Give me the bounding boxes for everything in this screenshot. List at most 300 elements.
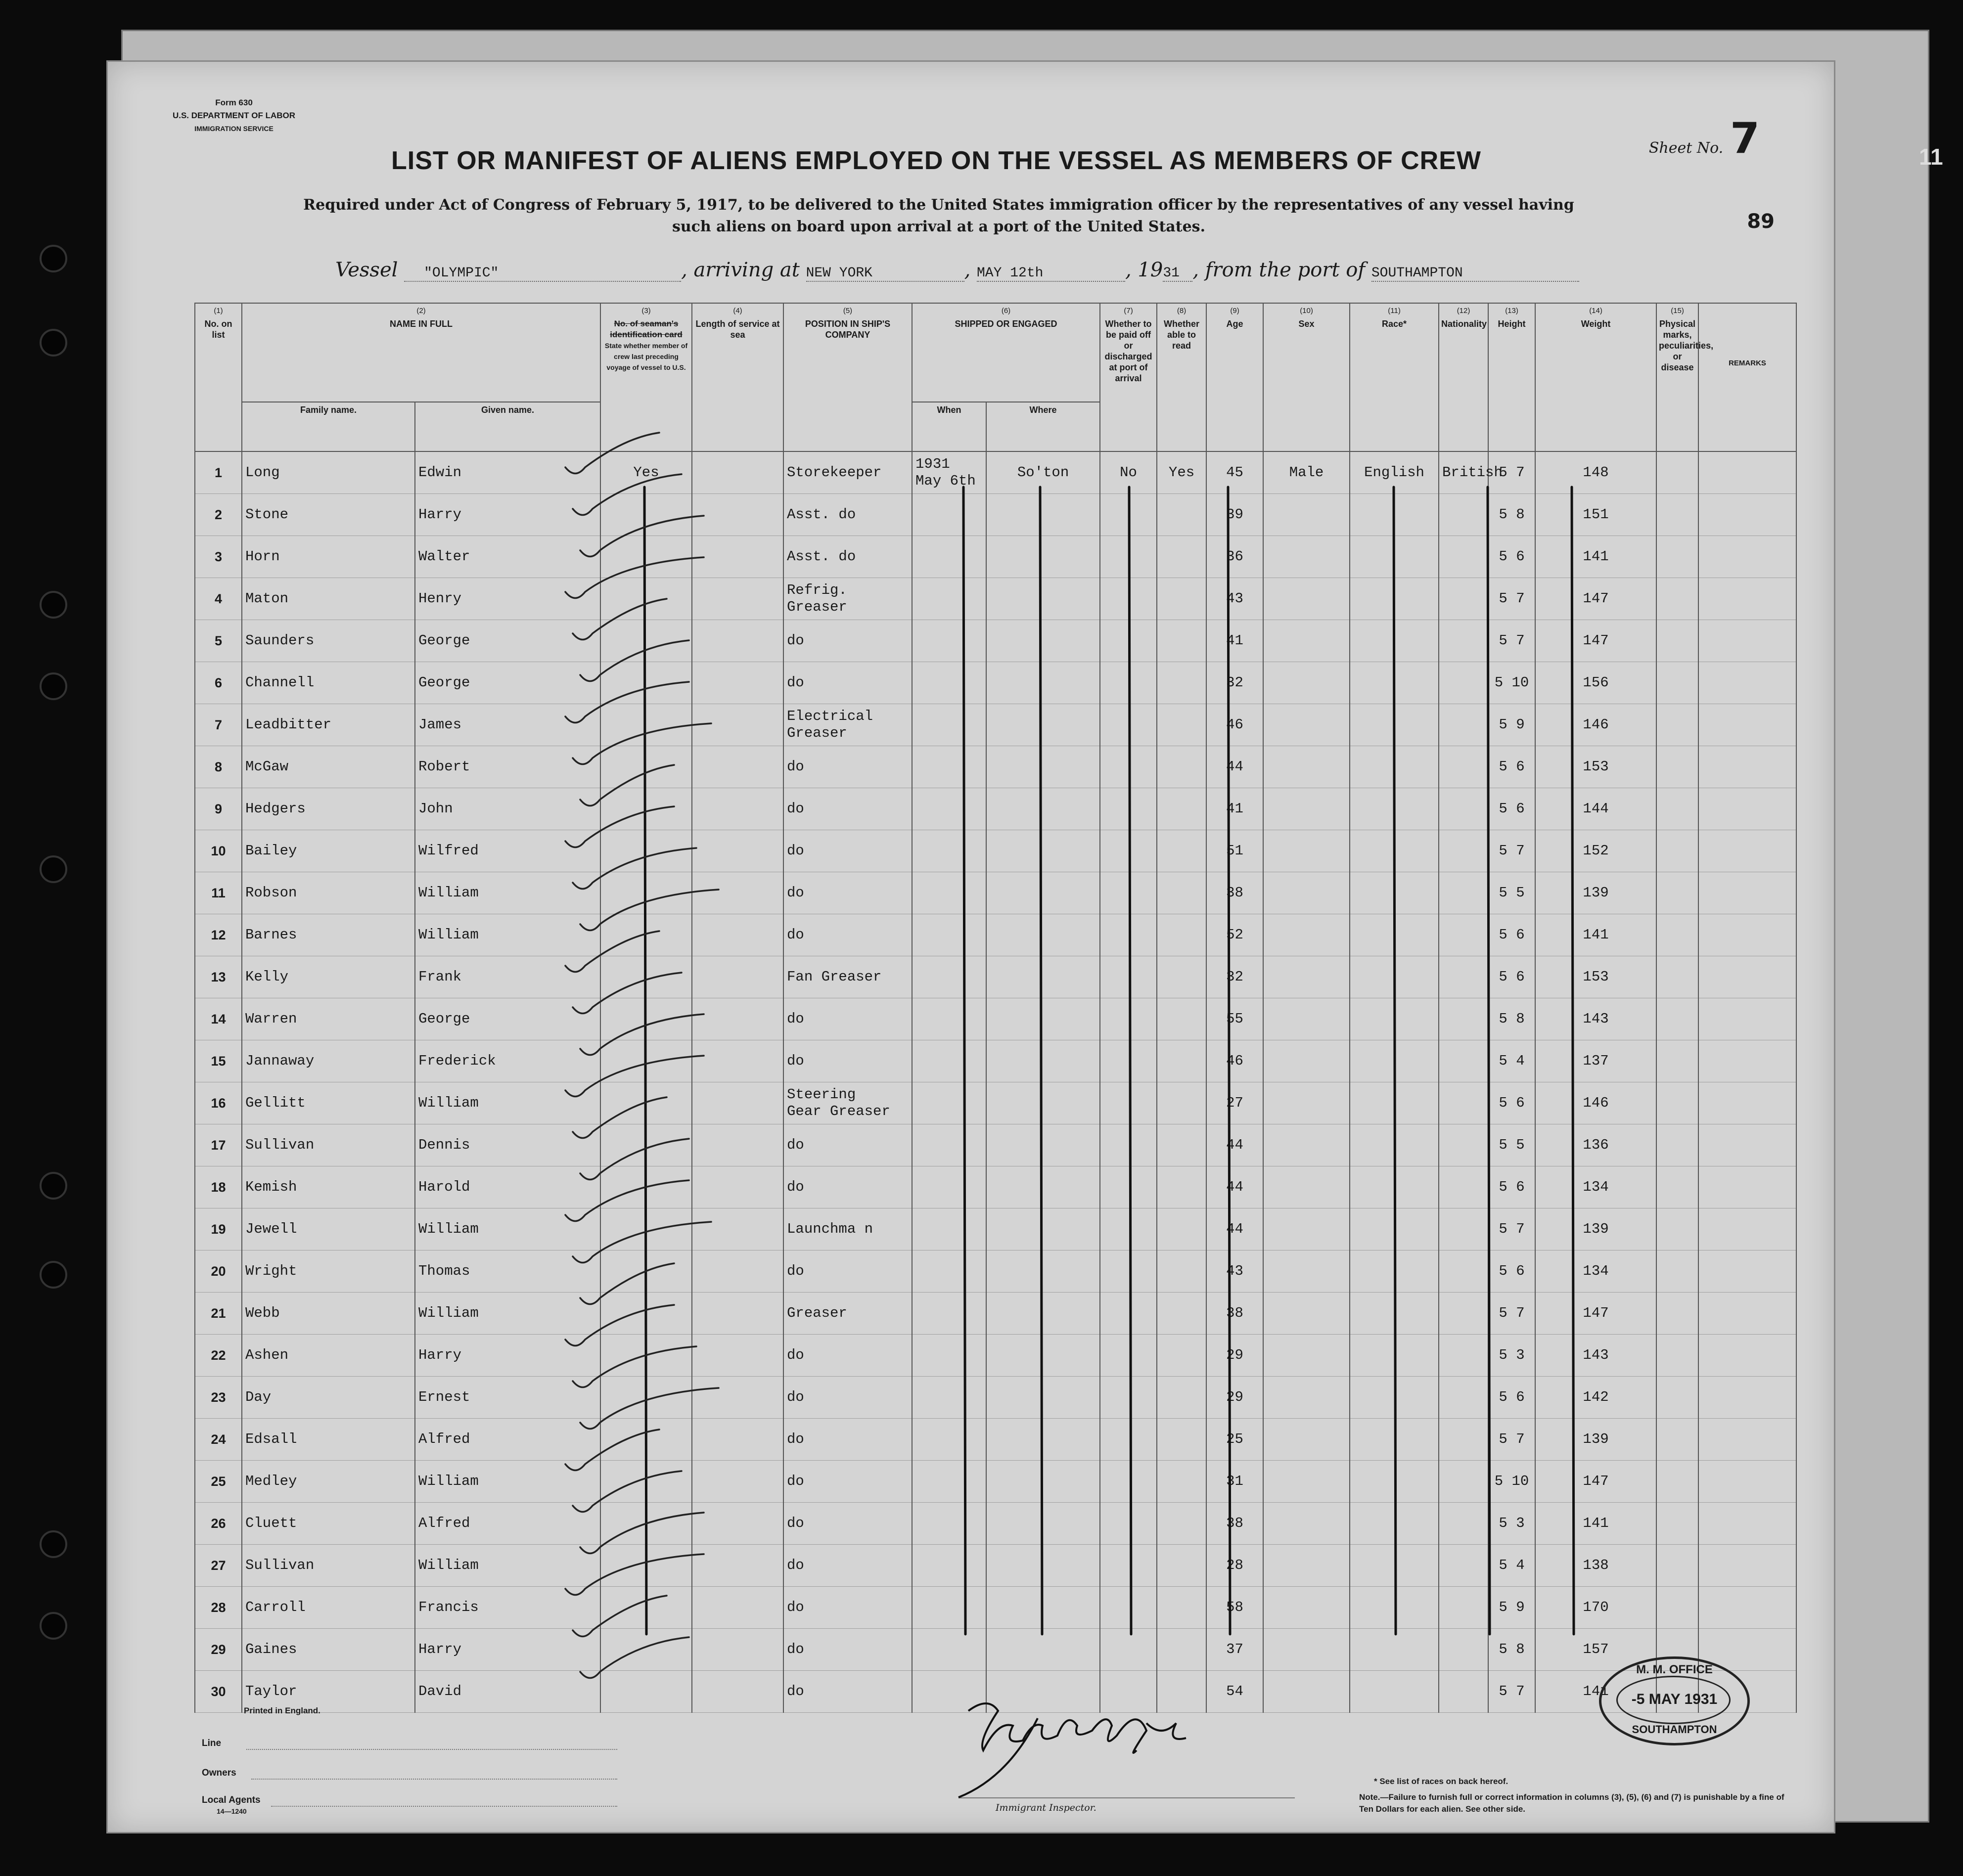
cell-when: [912, 746, 986, 788]
col-given-header: Given name.: [415, 402, 600, 451]
cell-given: Alfred: [415, 1419, 600, 1461]
cell-read: [1157, 998, 1206, 1040]
cell-service: [692, 1503, 783, 1545]
cell-race: [1350, 1419, 1439, 1461]
cell-nationality: [1439, 1335, 1488, 1377]
cell-nationality: [1439, 1461, 1488, 1503]
table-row: [195, 1461, 1796, 1503]
cell-card: [600, 956, 692, 998]
cell-sex: Male: [1263, 451, 1350, 494]
table-row: [195, 914, 1796, 956]
cell-read: [1157, 1208, 1206, 1251]
cell-race: [1350, 1503, 1439, 1545]
cell-race: [1350, 1377, 1439, 1419]
cell-sex: [1263, 1082, 1350, 1124]
cell-read: [1157, 1503, 1206, 1545]
cell-age: 54: [1206, 1671, 1263, 1713]
cell-nationality: [1439, 872, 1488, 914]
cell-where: [986, 1208, 1100, 1251]
vessel-name: "OLYMPIC": [404, 266, 681, 282]
cell-service: [692, 1419, 783, 1461]
cell-sex: [1263, 1040, 1350, 1082]
penalty-note: Note.—Failure to furnish full or correct information in columns (3), (5), (6) and (7) is punishable by a fine of Ten Dollars for each alien. See other side.: [1359, 1792, 1784, 1814]
col-no-header: (1) No. on list: [195, 303, 242, 451]
cell-sex: [1263, 1124, 1350, 1166]
cell-no: 19: [195, 1208, 242, 1251]
cell-weight: 146: [1535, 704, 1656, 746]
cell-when: [912, 1587, 986, 1629]
cell-where: [986, 1124, 1100, 1166]
cell-when: [912, 494, 986, 536]
sheet-number-block: [1649, 114, 1760, 163]
cell-no: 28: [195, 1587, 242, 1629]
cell-position: do: [783, 620, 912, 662]
cell-family: Stone: [242, 494, 415, 536]
cell-weight: 144: [1535, 788, 1656, 830]
cell-position: do: [783, 1419, 912, 1461]
cell-service: [692, 998, 783, 1040]
cell-weight: 147: [1535, 1293, 1656, 1335]
cell-marks: [1656, 1545, 1698, 1587]
cell-position: do: [783, 788, 912, 830]
cell-sex: [1263, 494, 1350, 536]
cell-no: 3: [195, 536, 242, 578]
cell-paid: [1100, 536, 1157, 578]
agents-label: Local Agents: [202, 1795, 261, 1805]
cell-age: 29: [1206, 1335, 1263, 1377]
cell-read: [1157, 1629, 1206, 1671]
cell-nationality: [1439, 1587, 1488, 1629]
cell-where: [986, 1082, 1100, 1124]
cell-given: Alfred: [415, 1503, 600, 1545]
cell-position: Storekeeper: [783, 451, 912, 494]
cell-family: Kemish: [242, 1166, 415, 1208]
cell-race: [1350, 536, 1439, 578]
cell-race: English: [1350, 451, 1439, 494]
cell-no: 29: [195, 1629, 242, 1671]
cell-weight: 138: [1535, 1545, 1656, 1587]
cell-weight: 134: [1535, 1251, 1656, 1293]
table-row: [195, 620, 1796, 662]
cell-remarks: [1698, 830, 1796, 872]
cell-weight: 151: [1535, 494, 1656, 536]
cell-nationality: [1439, 956, 1488, 998]
col-when-header: When: [912, 402, 986, 451]
cell-nationality: [1439, 914, 1488, 956]
table-row: [195, 872, 1796, 914]
cell-paid: [1100, 1293, 1157, 1335]
cell-no: 18: [195, 1166, 242, 1208]
cell-nationality: [1439, 1419, 1488, 1461]
cell-nationality: [1439, 662, 1488, 704]
cell-race: [1350, 620, 1439, 662]
binder-hole: [40, 1172, 67, 1200]
cell-when: [912, 578, 986, 620]
cell-height: 5 6: [1488, 1377, 1535, 1419]
cell-marks: [1656, 1208, 1698, 1251]
cell-family: Horn: [242, 536, 415, 578]
cell-remarks: [1698, 788, 1796, 830]
cell-where: [986, 1335, 1100, 1377]
table-row: [195, 1082, 1796, 1124]
cell-family: Taylor: [242, 1671, 415, 1713]
cell-given: George: [415, 998, 600, 1040]
crew-manifest-table: [194, 303, 1797, 1713]
cell-where: [986, 1629, 1100, 1671]
cell-height: 5 4: [1488, 1040, 1535, 1082]
cell-card: [600, 704, 692, 746]
cell-sex: [1263, 1419, 1350, 1461]
cell-no: 1: [195, 451, 242, 494]
col-paid-header: (7) Whether to be paid off or discharged at port of arrival: [1100, 303, 1157, 451]
cell-service: [692, 1082, 783, 1124]
cell-service: [692, 1040, 783, 1082]
cell-weight: 134: [1535, 1166, 1656, 1208]
cell-race: [1350, 914, 1439, 956]
cell-family: Webb: [242, 1293, 415, 1335]
sheet-label: Sheet No.: [1648, 139, 1724, 157]
cell-race: [1350, 1293, 1439, 1335]
table-row: [195, 830, 1796, 872]
cell-service: [692, 1377, 783, 1419]
cell-height: 5 9: [1488, 704, 1535, 746]
cell-age: 41: [1206, 788, 1263, 830]
cell-weight: 147: [1535, 1461, 1656, 1503]
cell-nationality: [1439, 1082, 1488, 1124]
cell-marks: [1656, 494, 1698, 536]
cell-weight: 156: [1535, 662, 1656, 704]
races-note: * See list of races on back hereof.: [1374, 1777, 1508, 1786]
agents-field[interactable]: [271, 1806, 617, 1807]
cell-age: 45: [1206, 451, 1263, 494]
cell-height: 5 6: [1488, 914, 1535, 956]
cell-race: [1350, 662, 1439, 704]
cell-read: [1157, 1040, 1206, 1082]
cell-given: William: [415, 1293, 600, 1335]
cell-paid: [1100, 1503, 1157, 1545]
cell-age: 31: [1206, 1461, 1263, 1503]
cell-paid: [1100, 956, 1157, 998]
cell-read: [1157, 1251, 1206, 1293]
cell-age: 43: [1206, 1251, 1263, 1293]
cell-paid: [1100, 1208, 1157, 1251]
cell-where: So'ton: [986, 451, 1100, 494]
arriving-label: , arriving at: [681, 259, 800, 281]
cell-service: [692, 662, 783, 704]
cell-nationality: [1439, 1503, 1488, 1545]
cell-service: [692, 1166, 783, 1208]
cell-sex: [1263, 1377, 1350, 1419]
cell-no: 14: [195, 998, 242, 1040]
cell-paid: [1100, 1082, 1157, 1124]
cell-height: 5 5: [1488, 872, 1535, 914]
cell-sex: [1263, 1166, 1350, 1208]
cell-read: [1157, 620, 1206, 662]
cell-family: Ashen: [242, 1335, 415, 1377]
cell-given: Harry: [415, 1629, 600, 1671]
cell-card: [600, 1082, 692, 1124]
col-sex-header: (10) Sex: [1263, 303, 1350, 451]
cell-card: [600, 914, 692, 956]
cell-age: 39: [1206, 494, 1263, 536]
cell-nationality: [1439, 1040, 1488, 1082]
cell-age: 25: [1206, 1419, 1263, 1461]
table-row: [195, 998, 1796, 1040]
cell-when: [912, 830, 986, 872]
cell-service: [692, 956, 783, 998]
cell-given: Frederick: [415, 1040, 600, 1082]
table-row: [195, 1629, 1796, 1671]
cell-weight: 141: [1535, 914, 1656, 956]
cell-position: do: [783, 914, 912, 956]
cell-nationality: [1439, 830, 1488, 872]
cell-no: 20: [195, 1251, 242, 1293]
cell-marks: [1656, 1293, 1698, 1335]
cell-height: 5 7: [1488, 830, 1535, 872]
cell-when: [912, 1335, 986, 1377]
cell-read: [1157, 1293, 1206, 1335]
cell-no: 24: [195, 1419, 242, 1461]
cell-position: Asst. do: [783, 536, 912, 578]
cell-sex: [1263, 914, 1350, 956]
cell-no: 22: [195, 1335, 242, 1377]
cell-remarks: [1698, 1335, 1796, 1377]
cell-remarks: [1698, 1040, 1796, 1082]
cell-race: [1350, 998, 1439, 1040]
cell-weight: 141: [1535, 536, 1656, 578]
cell-sex: [1263, 704, 1350, 746]
cell-no: 2: [195, 494, 242, 536]
cell-given: Henry: [415, 578, 600, 620]
owners-field[interactable]: [251, 1779, 617, 1780]
cell-where: [986, 1671, 1100, 1713]
table-row: [195, 1545, 1796, 1587]
cell-read: [1157, 914, 1206, 956]
binder-hole: [40, 855, 67, 883]
cell-where: [986, 1377, 1100, 1419]
cell-card: [600, 494, 692, 536]
col-family-header: Family name.: [242, 402, 415, 451]
col-shipped-header: (6) SHIPPED OR ENGAGED: [912, 303, 1100, 402]
cell-when: [912, 1251, 986, 1293]
cell-no: 30: [195, 1671, 242, 1713]
cell-family: Jannaway: [242, 1040, 415, 1082]
vessel-label: Vessel: [335, 259, 398, 281]
inspector-signature: [959, 1703, 1186, 1797]
cell-card: [600, 1335, 692, 1377]
cell-when: [912, 1377, 986, 1419]
table-row: [195, 1671, 1796, 1713]
cell-read: [1157, 872, 1206, 914]
cell-paid: [1100, 1251, 1157, 1293]
cell-family: Saunders: [242, 620, 415, 662]
cell-given: William: [415, 914, 600, 956]
edge-number: 11: [1919, 144, 1943, 170]
form-header: [160, 96, 308, 135]
cell-position: do: [783, 662, 912, 704]
cell-sex: [1263, 1671, 1350, 1713]
cell-read: [1157, 1166, 1206, 1208]
cell-family: Sullivan: [242, 1545, 415, 1587]
cell-paid: [1100, 1335, 1157, 1377]
cell-position: do: [783, 1124, 912, 1166]
table-row: [195, 1166, 1796, 1208]
cell-paid: [1100, 1419, 1157, 1461]
cell-paid: [1100, 494, 1157, 536]
cell-paid: [1100, 662, 1157, 704]
cell-no: 17: [195, 1124, 242, 1166]
cell-position: do: [783, 1545, 912, 1587]
cell-where: [986, 788, 1100, 830]
cell-marks: [1656, 1335, 1698, 1377]
cell-nationality: [1439, 1166, 1488, 1208]
cell-where: [986, 704, 1100, 746]
cell-age: 29: [1206, 1377, 1263, 1419]
cell-position: do: [783, 872, 912, 914]
cell-card: [600, 1377, 692, 1419]
cell-height: 5 3: [1488, 1335, 1535, 1377]
cell-when: [912, 1208, 986, 1251]
cell-position: do: [783, 746, 912, 788]
table-row: [195, 451, 1796, 494]
cell-remarks: [1698, 1503, 1796, 1545]
cell-sex: [1263, 1208, 1350, 1251]
cell-marks: [1656, 1587, 1698, 1629]
cell-weight: 146: [1535, 1082, 1656, 1124]
line-field[interactable]: [246, 1749, 617, 1750]
cell-given: William: [415, 1461, 600, 1503]
form-number: Form 630: [215, 98, 253, 107]
table-row: [195, 494, 1796, 536]
cell-remarks: [1698, 578, 1796, 620]
cell-given: Edwin: [415, 451, 600, 494]
cell-where: [986, 746, 1100, 788]
cell-nationality: [1439, 1124, 1488, 1166]
cell-nationality: [1439, 1377, 1488, 1419]
cell-height: 5 6: [1488, 1082, 1535, 1124]
cell-race: [1350, 704, 1439, 746]
cell-age: 27: [1206, 1082, 1263, 1124]
col-service-header: (4) Length of service at sea: [692, 303, 783, 451]
cell-remarks: [1698, 914, 1796, 956]
cell-height: 5 7: [1488, 451, 1535, 494]
owners-label: Owners: [202, 1768, 236, 1778]
table-row: [195, 1503, 1796, 1545]
cell-card: [600, 1503, 692, 1545]
requirement-text: Required under Act of Congress of February 5, 1917, to be delivered to the United States immigration officer by the representatives of any vessel having such aliens on board upon arrival at a port of the United States.: [303, 196, 1574, 235]
cell-read: [1157, 1377, 1206, 1419]
cell-service: [692, 914, 783, 956]
cell-paid: [1100, 620, 1157, 662]
cell-when: [912, 662, 986, 704]
cell-marks: [1656, 662, 1698, 704]
cell-age: 38: [1206, 1503, 1263, 1545]
cell-no: 7: [195, 704, 242, 746]
cell-where: [986, 662, 1100, 704]
cell-paid: [1100, 1629, 1157, 1671]
cell-when: [912, 998, 986, 1040]
cell-marks: [1656, 1166, 1698, 1208]
col-nationality-header: (12) Nationality: [1439, 303, 1488, 451]
form-code: 14—1240: [217, 1807, 247, 1815]
cell-weight: 143: [1535, 998, 1656, 1040]
cell-no: 25: [195, 1461, 242, 1503]
cell-age: 51: [1206, 830, 1263, 872]
cell-paid: [1100, 1040, 1157, 1082]
cell-age: 44: [1206, 1124, 1263, 1166]
cell-weight: 153: [1535, 746, 1656, 788]
cell-service: [692, 746, 783, 788]
cell-remarks: [1698, 451, 1796, 494]
cell-card: [600, 1208, 692, 1251]
cell-where: [986, 1040, 1100, 1082]
vessel-line: Vessel "OLYMPIC" , arriving at NEW YORK , MAY 12th , 1931 , from the port of SOUTHAMPTON: [335, 259, 1770, 282]
cell-no: 5: [195, 620, 242, 662]
cell-height: 5 10: [1488, 662, 1535, 704]
cell-nationality: [1439, 1629, 1488, 1671]
cell-read: [1157, 1419, 1206, 1461]
cell-card: [600, 1545, 692, 1587]
cell-remarks: [1698, 494, 1796, 536]
cell-card: [600, 1124, 692, 1166]
cell-race: [1350, 1671, 1439, 1713]
cell-height: 5 9: [1488, 1587, 1535, 1629]
cell-marks: [1656, 1082, 1698, 1124]
cell-where: [986, 578, 1100, 620]
cell-card: [600, 1040, 692, 1082]
cell-service: [692, 788, 783, 830]
cell-race: [1350, 1335, 1439, 1377]
cell-race: [1350, 1461, 1439, 1503]
cell-nationality: [1439, 620, 1488, 662]
cell-paid: [1100, 1545, 1157, 1587]
cell-position: do: [783, 1629, 912, 1671]
cell-height: 5 6: [1488, 746, 1535, 788]
cell-where: [986, 1461, 1100, 1503]
cell-when: [912, 1503, 986, 1545]
cell-read: [1157, 704, 1206, 746]
cell-height: 5 8: [1488, 998, 1535, 1040]
cell-height: 5 6: [1488, 1166, 1535, 1208]
cell-position: do: [783, 1503, 912, 1545]
cell-no: 6: [195, 662, 242, 704]
cell-when: [912, 914, 986, 956]
table-row: [195, 1335, 1796, 1377]
cell-sex: [1263, 1587, 1350, 1629]
cell-race: [1350, 494, 1439, 536]
cell-card: [600, 1166, 692, 1208]
cell-no: 10: [195, 830, 242, 872]
inspector-label: Immigrant Inspector.: [996, 1802, 1096, 1813]
cell-service: [692, 1629, 783, 1671]
cell-given: Frank: [415, 956, 600, 998]
cell-where: [986, 830, 1100, 872]
binder-hole: [40, 1530, 67, 1558]
cell-sex: [1263, 998, 1350, 1040]
cell-age: 38: [1206, 1293, 1263, 1335]
cell-race: [1350, 1040, 1439, 1082]
cell-when: [912, 788, 986, 830]
cell-remarks: [1698, 1166, 1796, 1208]
cell-remarks: [1698, 1251, 1796, 1293]
cell-sex: [1263, 1461, 1350, 1503]
table-row: [195, 1251, 1796, 1293]
cell-nationality: British: [1439, 451, 1488, 494]
table-row: [195, 704, 1796, 746]
cell-paid: [1100, 788, 1157, 830]
cell-card: [600, 1629, 692, 1671]
cell-age: 38: [1206, 872, 1263, 914]
